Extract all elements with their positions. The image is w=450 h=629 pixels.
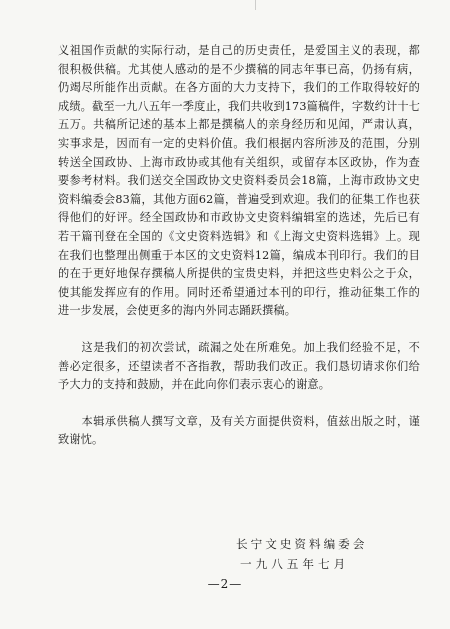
scan-mark [255,0,276,10]
paragraph-apology: 这是我们的初次尝试，疏漏之处在所难免。加上我们经验不足，不善必定很多，还望读者不吝指教，帮助我们改正。我们恳切请求你们给予大力的支持和鼓励，并在此向你们表示衷心的谢意。 [58,340,420,392]
page-number: —2— [207,577,243,591]
document-body [58,42,420,450]
paragraph-thanks: 本辑承供稿人撰写文章，及有关方面提供资料，值兹出版之时，谨致谢忱。 [58,414,420,447]
paragraph-gap [58,321,420,339]
signature-organization: 长宁文史资料编委会 [236,537,368,551]
paragraph-continuation: 义祖国作贡献的实际行动，是自己的历史责任，是爱国主义的表现，都很积极供稿。尤其使人感动的是不少撰稿的同志年事已高，仍扬有病，仍竭尽所能作出贡献。在各方面的大力支持下，我们的工作取得较好的成绩。截至一九八五年一季度止，我们共收到173篇稿件，字数约计十七五万。共稿所记述的基本上都是撰稿人的亲身经历和见闻，严肃认真，实事求是，因而有一定的史料价值。我们根据内容所涉及的范围，分别转送全国政协、上海市政协或其他有关组织，或留存本区政协，作为查要参考材料。我们送交全国政协文史资料委员会18篇，上海市政协文史资料编委会83篇，其他方面62篇，普遍受到欢迎。我们的征集工作也获得他们的好评。经全国政协和市政协文史资料编辑室的选述，先后已有若干篇刊登在全国的《文史资料选辑》和《上海文史资料选辑》上。现在我们也整理出侧重于本区的文史资料12篇，编成本刊印行。我们的目的在于更好地保存撰稿人所提供的宝贵史料，并把这些史料公之于众，使其能发挥应有的作用。同时还希望通过本刊的印行，推动征集工作的进一步发展，会使更多的海内外同志踊跃撰稿。 [58,44,420,318]
signature-date: 一九八五年七月 [240,557,350,571]
paragraph-gap [58,395,420,413]
